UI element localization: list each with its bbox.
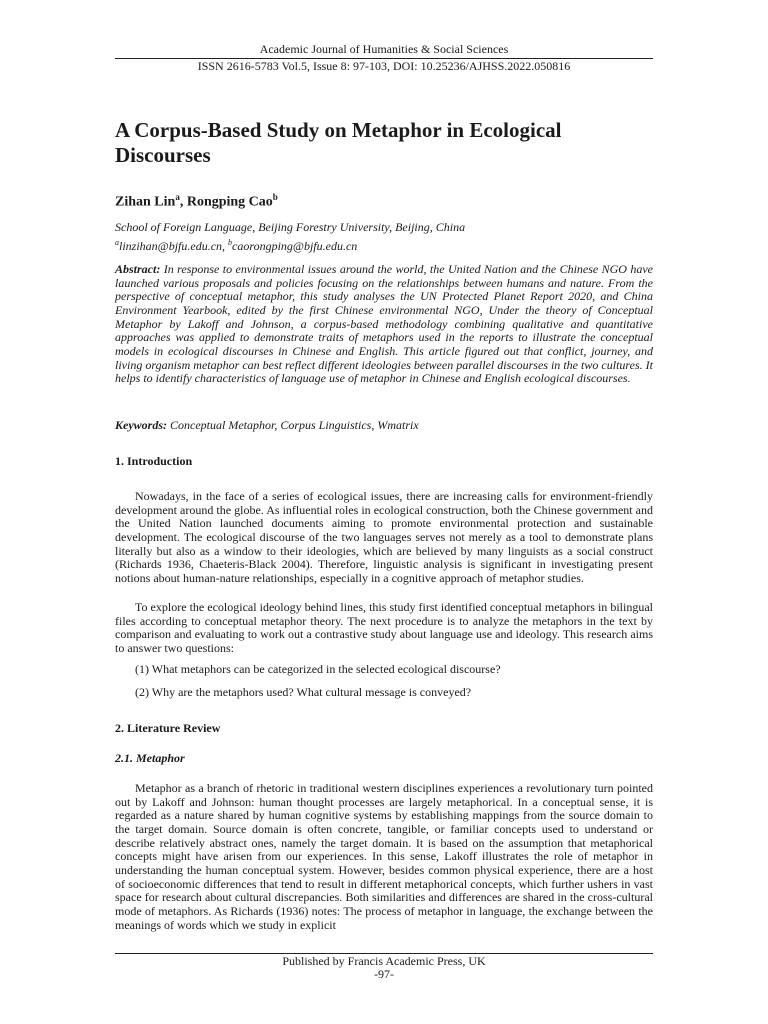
- author-mark: a: [175, 192, 180, 202]
- email-line: [115, 235, 655, 254]
- abstract-text: In response to environmental issues around the world, the United Nation and the Chinese NGO have launched various proposals and policies focusing on the relationships between humans and nature. From the perspective of conceptual metaphor, this study analyses the UN Protected Planet Report 2020, and China Environment Yearbook, edited by the first Chinese environmental NGO, Under the theory of Conceptual Metaphor by Lakoff and Johnson, a corpus-based methodology combining qualitative and quantitative approaches was applied to demonstrate traits of metaphors used in the reports to illustrate the conceptual models in ecological discourses in Chinese and English. This article figured out that conflict, journey, and living organism metaphor can best reflect different ideologies between parallel discourses in the two cultures. It helps to identify characteristics of language use of metaphor in Chinese and English ecological discourses.: [115, 262, 654, 386]
- research-question-1: (1) What metaphors can be categorized in the selected ecological discourse?: [135, 662, 501, 676]
- literature-paragraph-1: Metaphor as a branch of rhetoric in traditional western disciplines experiences a revolutionary turn pointed out by Lakoff and Johnson: human thought processes are largely metaphorical. In a conceptual sense, it is regarded as a nature shared by human cognitive systems by establishing mappings from the source domain to the target domain. Source domain is often concrete, tangible, or familiar concepts used to understand or describe relatively abstract ones, namely the target domain. It is based on the assumption that metaphorical concepts might have arisen from our experiences. In this sense, Lakoff illustrates the role of metaphor in understanding the human conceptual system. However, besides common physical experience, there are a host of socioeconomic differences that tend to result in different metaphorical concepts, which further ushers in vast space for research about cultural discrepancies. Both similarities and differences are shared in the cross-cultural mode of metaphors. As Richards (1936) notes: The process of metaphor in language, the exchange between the meanings of words which we study in explicit: [115, 781, 653, 932]
- section-heading-literature-review: 2. Literature Review: [115, 721, 221, 735]
- abstract: [115, 263, 653, 386]
- paper-title: A Corpus-Based Study on Metaphor in Ecological Discourses: [115, 118, 562, 167]
- author-list: [115, 188, 278, 212]
- research-question-2: (2) Why are the metaphors used? What cultural message is conveyed?: [135, 685, 472, 699]
- affiliation: School of Foreign Language, Beijing Forestry University, Beijing, China: [115, 220, 466, 234]
- author-name: Zihan Lin: [115, 194, 176, 210]
- keywords-text: Conceptual Metaphor, Corpus Linguistics, Wmatrix: [170, 418, 419, 432]
- author-separator: ,: [179, 194, 187, 210]
- author-name: Rongping Cao: [186, 194, 273, 210]
- abstract-label: Abstract:: [115, 262, 161, 276]
- issn-line: ISSN 2616-5783 Vol.5, Issue 8: 97-103, DOI: 10.25236/AJHSS.2022.050816: [197, 59, 571, 73]
- author-email: linzihan@bjfu.edu.cn,: [119, 239, 226, 253]
- header-rule: [115, 58, 653, 59]
- keywords-label: Keywords:: [115, 418, 167, 432]
- author-email: caorongping@bjfu.edu.cn: [232, 239, 358, 253]
- keywords: [115, 418, 653, 432]
- intro-paragraph-2: To explore the ecological ideology behind lines, this study first identified conceptual metaphors in bilingual files according to conceptual metaphor theory. The next procedure is to analyze the metaphors in the text by comparison and evaluating to work out a contrastive study about language use and ideology. This research aims to answer two questions:: [115, 600, 653, 655]
- section-heading-introduction: 1. Introduction: [115, 454, 193, 468]
- journal-name: Academic Journal of Humanities & Social Sciences: [259, 42, 509, 56]
- intro-paragraph-1: Nowadays, in the face of a series of ecological issues, there are increasing calls for environment-friendly development around the globe. As influential roles in ecological construction, both the Chinese government and the United Nation launched documents aiming to promote environmental protection and sustainable development. The ecological discourse of the two languages serves not merely as a tool to demonstrate plans literally but also as a window to their ideologies, which are believed by many linguists as a social construct (Richards 1936, Chaeteris-Black 2004). Therefore, linguistic analysis is significant in investigating present notions about human-nature relationships, especially in a cognitive approach of metaphor studies.: [115, 489, 653, 585]
- email-mark: a: [115, 238, 119, 247]
- page-footer: [115, 955, 653, 981]
- author-mark: b: [272, 192, 278, 202]
- subsection-heading-metaphor: 2.1. Metaphor: [115, 751, 185, 765]
- affiliation-block: [115, 220, 655, 254]
- page-number: -97-: [374, 967, 394, 981]
- publisher-line: Published by Francis Academic Press, UK: [282, 954, 486, 968]
- email-mark: b: [228, 238, 233, 247]
